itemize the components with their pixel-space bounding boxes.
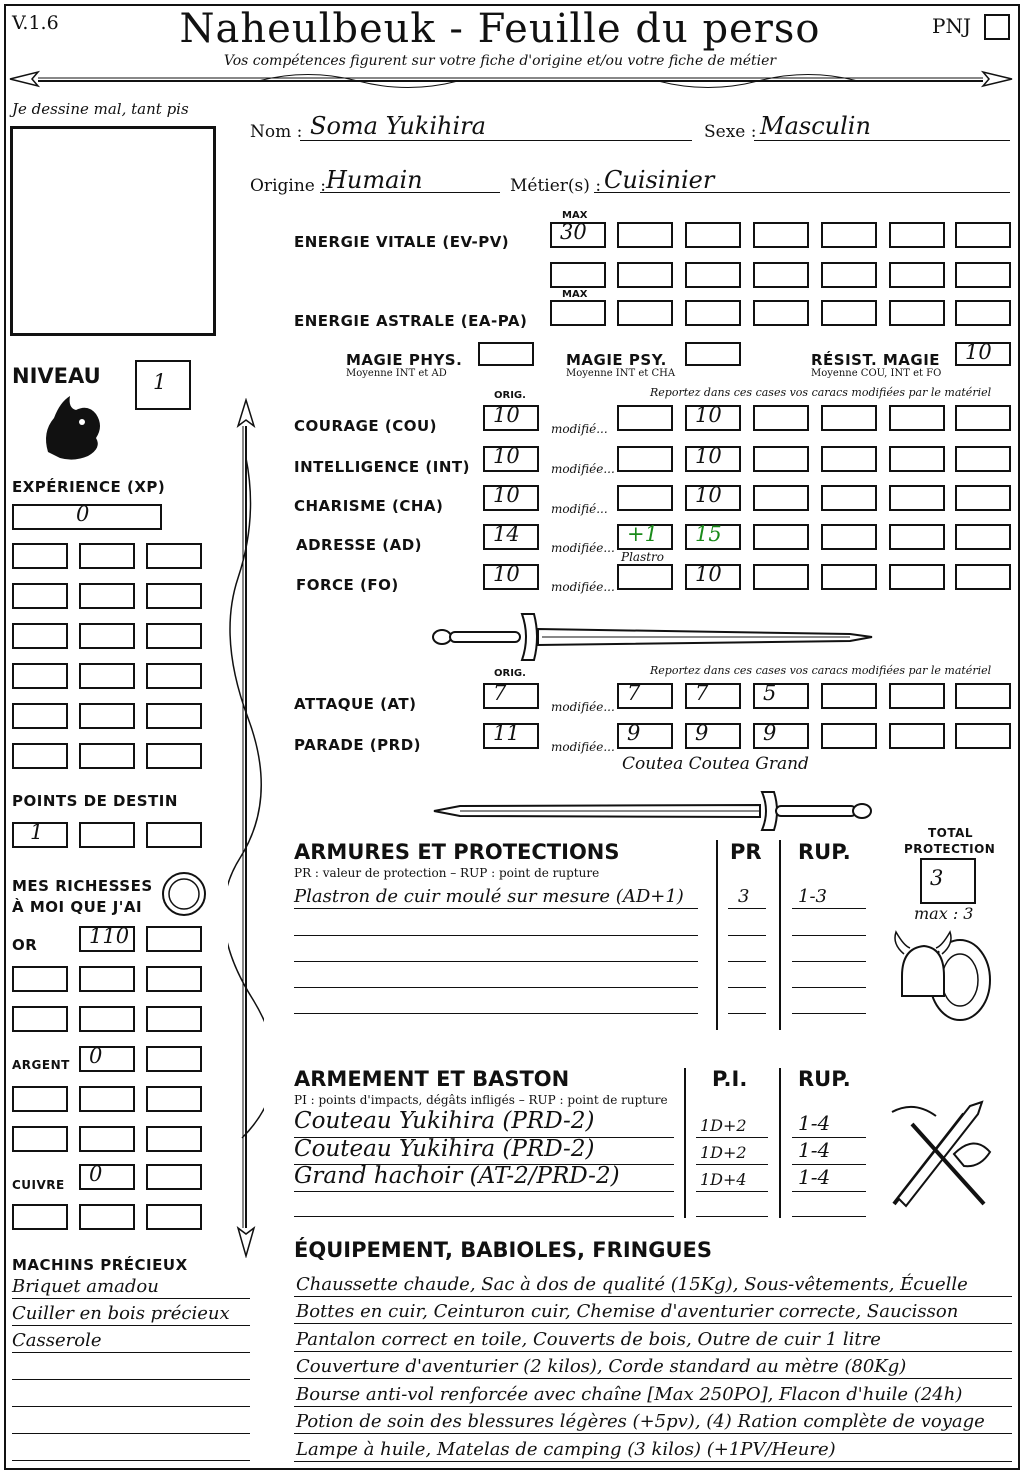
stat-mod-box[interactable] bbox=[617, 446, 673, 472]
cuivre-box[interactable] bbox=[79, 1204, 135, 1230]
or-label: OR bbox=[12, 936, 38, 954]
armor-line bbox=[728, 1013, 766, 1014]
metier-value[interactable]: Cuisinier bbox=[604, 166, 715, 194]
armor-line bbox=[792, 961, 866, 962]
armor-line bbox=[728, 908, 766, 909]
parade-mod-box[interactable] bbox=[685, 723, 741, 749]
destin-box[interactable] bbox=[79, 822, 135, 848]
stat-mod-box[interactable] bbox=[753, 564, 809, 590]
armor-divider bbox=[779, 840, 781, 1030]
stat-label: FORCE (FO) bbox=[296, 576, 399, 594]
ea-box[interactable] bbox=[753, 300, 809, 326]
stat-modif-label: modifiée... bbox=[551, 541, 615, 555]
combat-report-note: Reportez dans ces cases vos caracs modifiées par le matériel bbox=[650, 664, 992, 677]
stat-orig-box[interactable] bbox=[483, 524, 539, 550]
ev-box[interactable] bbox=[753, 222, 809, 248]
stat-mod-box[interactable] bbox=[617, 485, 673, 511]
armor-line bbox=[728, 961, 766, 962]
weapon-item-rup[interactable]: 1-4 bbox=[798, 1165, 831, 1189]
stat-orig-value: 10 bbox=[493, 403, 520, 427]
stat-mod-box[interactable] bbox=[821, 405, 877, 431]
destin-box[interactable] bbox=[12, 822, 68, 848]
equipment-rule bbox=[294, 1461, 1012, 1462]
stat-mod-box[interactable] bbox=[955, 524, 1011, 550]
crossed-weapons-icon bbox=[884, 1094, 1000, 1214]
magie-phys-label: MAGIE PHYS. bbox=[346, 351, 463, 369]
equipment-line[interactable]: Chaussette chaude, Sac à dos de qualité (15Kg), Sous-vêtements, Écuelle bbox=[296, 1274, 968, 1295]
cuivre-box[interactable] bbox=[12, 1204, 68, 1230]
wealth-label-line1: MES RICHESSES bbox=[12, 877, 153, 895]
origine-line bbox=[320, 192, 500, 193]
weapon-item-name[interactable]: Couteau Yukihira (PRD-2) bbox=[294, 1136, 595, 1162]
xp-cell[interactable] bbox=[146, 583, 202, 609]
stat-label: INTELLIGENCE (INT) bbox=[294, 458, 470, 476]
armor-item-name[interactable]: Plastron de cuir moulé sur mesure (AD+1) bbox=[294, 886, 684, 907]
stat-mod-box[interactable] bbox=[889, 485, 945, 511]
attaque-mod-value: 5 bbox=[763, 681, 777, 705]
precious-line bbox=[12, 1379, 250, 1380]
xp-cell[interactable] bbox=[146, 703, 202, 729]
stat-mod1-value: +1 bbox=[627, 522, 658, 546]
armor-line bbox=[294, 987, 698, 988]
destin-box[interactable] bbox=[146, 822, 202, 848]
stat-modif-label: modifié... bbox=[551, 422, 608, 436]
stat-mod2-value: 10 bbox=[695, 562, 722, 586]
armor-line bbox=[792, 1013, 866, 1014]
or-box[interactable] bbox=[79, 926, 135, 952]
ea-max-box[interactable] bbox=[550, 300, 606, 326]
attaque-mod-value: 7 bbox=[695, 681, 709, 705]
weapon-item-pi[interactable]: 1D+4 bbox=[700, 1170, 747, 1189]
ev-box[interactable] bbox=[617, 262, 673, 288]
xp-cell[interactable] bbox=[146, 623, 202, 649]
stat-mod-box[interactable] bbox=[955, 485, 1011, 511]
xp-cell[interactable] bbox=[12, 543, 68, 569]
stat-mod-box[interactable] bbox=[889, 524, 945, 550]
ev-box[interactable] bbox=[955, 222, 1011, 248]
precious-line bbox=[12, 1406, 250, 1407]
weapon-item-rup[interactable]: 1-4 bbox=[798, 1138, 831, 1162]
parade-mod-value: 9 bbox=[763, 721, 777, 745]
parade-mod-value: 9 bbox=[695, 721, 709, 745]
weapons-divider bbox=[779, 1068, 781, 1218]
argent-box[interactable] bbox=[146, 1046, 202, 1072]
weapon-item-name[interactable]: Couteau Yukihira (PRD-2) bbox=[294, 1108, 595, 1134]
ev-box[interactable] bbox=[821, 262, 877, 288]
stat-orig-box[interactable] bbox=[483, 405, 539, 431]
stat-mod-box[interactable] bbox=[889, 564, 945, 590]
weapon-item-pi[interactable]: 1D+2 bbox=[700, 1116, 747, 1135]
or-value: 110 bbox=[89, 924, 130, 948]
stat-mod-box[interactable] bbox=[685, 485, 741, 511]
stat-modif-label: modifiée... bbox=[551, 580, 615, 594]
precious-line bbox=[12, 1352, 250, 1353]
dragon-icon bbox=[38, 392, 108, 464]
xp-cell[interactable] bbox=[79, 743, 135, 769]
parade-mod-box[interactable] bbox=[821, 723, 877, 749]
stat-mod-box[interactable] bbox=[753, 405, 809, 431]
stat-orig-value: 10 bbox=[493, 562, 520, 586]
spear-icon bbox=[228, 398, 264, 1258]
argent-value: 0 bbox=[89, 1044, 103, 1068]
xp-cell[interactable] bbox=[146, 663, 202, 689]
armor-line bbox=[294, 935, 698, 936]
xp-value: 0 bbox=[76, 502, 90, 526]
ev-max-box[interactable] bbox=[550, 222, 606, 248]
magie-psy-label: MAGIE PSY. bbox=[566, 351, 667, 369]
ev-max-value: 30 bbox=[560, 220, 587, 244]
equipment-rule bbox=[294, 1378, 1012, 1379]
parade-modif-label: modifiée... bbox=[551, 740, 615, 754]
cuivre-box[interactable] bbox=[146, 1164, 202, 1190]
stat-mod-box[interactable] bbox=[685, 446, 741, 472]
stat-mod-box[interactable] bbox=[617, 405, 673, 431]
armor-line bbox=[728, 987, 766, 988]
sheet-subtitle: Vos compétences figurent sur votre fiche d'origine et/ou votre fiche de métier bbox=[223, 53, 777, 69]
stat-mod-box[interactable] bbox=[685, 524, 741, 550]
ea-box[interactable] bbox=[685, 300, 741, 326]
ea-box[interactable] bbox=[955, 300, 1011, 326]
precious-item[interactable]: Briquet amadou bbox=[12, 1276, 159, 1297]
equipment-line[interactable]: Couverture d'aventurier (2 kilos), Corde standard au mètre (80Kg) bbox=[296, 1356, 907, 1377]
stat-label: COURAGE (COU) bbox=[294, 417, 438, 435]
precious-line bbox=[12, 1325, 250, 1326]
attaque-mod-value: 7 bbox=[627, 681, 641, 705]
stat-mod-box[interactable] bbox=[617, 524, 673, 550]
equipment-line[interactable]: Pantalon correct en toile, Couverts de bois, Outre de cuir 1 litre bbox=[296, 1329, 881, 1350]
xp-cell[interactable] bbox=[146, 543, 202, 569]
total-protection-value: 3 bbox=[930, 866, 944, 890]
parade-orig-value: 11 bbox=[493, 721, 520, 745]
attaque-mod-box[interactable] bbox=[955, 683, 1011, 709]
stat-mod-box[interactable] bbox=[617, 564, 673, 590]
attaque-modif-label: modifiée... bbox=[551, 700, 615, 714]
weapon-item-rup[interactable]: 1-4 bbox=[798, 1111, 831, 1135]
version-label: V.1.6 bbox=[12, 12, 59, 34]
magie-psy-note: Moyenne INT et CHA bbox=[566, 368, 676, 379]
weapon-item-pi[interactable]: 1D+2 bbox=[700, 1143, 747, 1162]
spear-divider-icon bbox=[8, 66, 1014, 96]
or-box[interactable] bbox=[79, 966, 135, 992]
or-box[interactable] bbox=[146, 966, 202, 992]
stat-mod2-value: 10 bbox=[695, 403, 722, 427]
niveau-box[interactable] bbox=[135, 360, 191, 410]
argent-box[interactable] bbox=[79, 1046, 135, 1072]
parade-mod-box[interactable] bbox=[955, 723, 1011, 749]
ea-box[interactable] bbox=[617, 300, 673, 326]
argent-box[interactable] bbox=[12, 1086, 68, 1112]
sexe-line bbox=[754, 140, 1010, 141]
sexe-value[interactable]: Masculin bbox=[760, 112, 871, 140]
stat-orig-value: 10 bbox=[493, 483, 520, 507]
wealth-label-line2: À MOI QUE J'AI bbox=[12, 898, 143, 916]
ev-box[interactable] bbox=[753, 262, 809, 288]
ev-box[interactable] bbox=[889, 262, 945, 288]
weapon-line bbox=[696, 1137, 768, 1138]
xp-cell[interactable] bbox=[12, 743, 68, 769]
equipment-rule bbox=[294, 1406, 1012, 1407]
stat-orig-value: 10 bbox=[493, 444, 520, 468]
ea-max-label: MAX bbox=[562, 289, 588, 300]
coin-icon bbox=[160, 870, 208, 918]
stat-modif-label: modifié... bbox=[551, 502, 608, 516]
parade-label: PARADE (PRD) bbox=[294, 736, 422, 754]
parade-mod-box[interactable] bbox=[617, 723, 673, 749]
or-box[interactable] bbox=[79, 1006, 135, 1032]
stat-label: ADRESSE (AD) bbox=[296, 536, 423, 554]
xp-cell[interactable] bbox=[12, 623, 68, 649]
nom-line bbox=[300, 140, 692, 141]
sheet-title: Naheulbeuk - Feuille du perso bbox=[179, 6, 821, 52]
stat-modif-label: modifiée... bbox=[551, 462, 615, 476]
weapon-line bbox=[294, 1191, 674, 1192]
stat-mod-box[interactable] bbox=[821, 446, 877, 472]
or-box[interactable] bbox=[146, 926, 202, 952]
weapon-line bbox=[696, 1216, 768, 1217]
ev-box[interactable] bbox=[821, 222, 877, 248]
attaque-mod-box[interactable] bbox=[821, 683, 877, 709]
stat-orig-value: 14 bbox=[493, 522, 520, 546]
weapon-line bbox=[294, 1216, 674, 1217]
armor-divider bbox=[716, 840, 718, 1030]
stat-mod-box[interactable] bbox=[821, 485, 877, 511]
sexe-label: Sexe : bbox=[704, 122, 757, 142]
armor-rup-header: RUP. bbox=[798, 840, 851, 864]
armor-line bbox=[792, 908, 866, 909]
stat-mod-box[interactable] bbox=[889, 405, 945, 431]
weapon-line bbox=[696, 1191, 768, 1192]
weapons-note: PI : points d'impacts, dégâts infligés – RUP : point de rupture bbox=[294, 1093, 668, 1107]
weapons-note: Coutea Coutea Grand bbox=[622, 754, 809, 774]
stat-orig-box[interactable] bbox=[483, 446, 539, 472]
ev-box[interactable] bbox=[550, 262, 606, 288]
stat-orig-box[interactable] bbox=[483, 485, 539, 511]
attaque-mod-box[interactable] bbox=[889, 683, 945, 709]
stat-orig-box[interactable] bbox=[483, 564, 539, 590]
cuivre-box[interactable] bbox=[79, 1164, 135, 1190]
xp-cell[interactable] bbox=[79, 543, 135, 569]
xp-label: EXPÉRIENCE (XP) bbox=[12, 478, 166, 496]
origine-label: Origine : bbox=[250, 176, 326, 196]
cuivre-box[interactable] bbox=[146, 1204, 202, 1230]
xp-cell[interactable] bbox=[12, 663, 68, 689]
stat-mod-box[interactable] bbox=[753, 446, 809, 472]
precious-label: MACHINS PRÉCIEUX bbox=[12, 1256, 188, 1274]
niveau-label: NIVEAU bbox=[12, 364, 101, 388]
weapon-line bbox=[792, 1191, 866, 1192]
armor-line bbox=[294, 1013, 698, 1014]
helmet-shield-icon bbox=[888, 926, 998, 1026]
ea-box[interactable] bbox=[821, 300, 877, 326]
total-protection-box[interactable] bbox=[920, 858, 976, 904]
ev-box[interactable] bbox=[617, 222, 673, 248]
or-box[interactable] bbox=[12, 966, 68, 992]
magie-psy-box[interactable] bbox=[685, 342, 741, 366]
stat-mod-box[interactable] bbox=[753, 485, 809, 511]
weapons-rup-header: RUP. bbox=[798, 1067, 851, 1091]
stat-mod2-value: 10 bbox=[695, 444, 722, 468]
stat-mod-box[interactable] bbox=[685, 405, 741, 431]
stat-mod-box[interactable] bbox=[955, 446, 1011, 472]
magie-phys-note: Moyenne INT et AD bbox=[346, 368, 447, 379]
attaque-mod-box[interactable] bbox=[617, 683, 673, 709]
armor-item-rup[interactable]: 1-3 bbox=[798, 886, 827, 907]
attaque-orig-value: 7 bbox=[493, 681, 507, 705]
total-protection-max: max : 3 bbox=[914, 904, 974, 923]
weapons-title: ARMEMENT ET BASTON bbox=[294, 1067, 570, 1091]
weapon-line bbox=[696, 1164, 768, 1165]
armor-pr-header: PR bbox=[730, 840, 762, 864]
equipment-rule bbox=[294, 1433, 1012, 1434]
xp-cell[interactable] bbox=[12, 583, 68, 609]
attaque-mod-box[interactable] bbox=[685, 683, 741, 709]
pnj-checkbox[interactable] bbox=[984, 14, 1010, 40]
precious-line bbox=[12, 1433, 250, 1434]
weapons-pi-header: P.I. bbox=[712, 1067, 748, 1091]
metier-label: Métier(s) : bbox=[510, 176, 602, 196]
precious-item[interactable]: Casserole bbox=[12, 1330, 102, 1351]
sword-icon bbox=[430, 612, 875, 662]
cuivre-label: CUIVRE bbox=[12, 1178, 65, 1192]
weapon-item-name[interactable]: Grand hachoir (AT-2/PRD-2) bbox=[294, 1163, 620, 1189]
argent-box[interactable] bbox=[146, 1126, 202, 1152]
equipment-line[interactable]: Bourse anti-vol renforcée avec chaîne [Max 250PO], Flacon d'huile (24h) bbox=[296, 1384, 963, 1405]
attaque-label: ATTAQUE (AT) bbox=[294, 695, 417, 713]
armor-line bbox=[728, 935, 766, 936]
equipment-rule bbox=[294, 1351, 1012, 1352]
weapons-divider bbox=[684, 1068, 686, 1218]
armor-item-pr[interactable]: 3 bbox=[738, 886, 750, 907]
cuivre-value: 0 bbox=[89, 1162, 103, 1186]
ea-label: ENERGIE ASTRALE (EA-PA) bbox=[294, 312, 528, 330]
pnj-label: PNJ bbox=[932, 14, 971, 38]
armor-line bbox=[792, 935, 866, 936]
armor-line bbox=[294, 961, 698, 962]
portrait-caption: Je dessine mal, tant pis bbox=[12, 100, 189, 118]
or-box[interactable] bbox=[12, 1006, 68, 1032]
nom-label: Nom : bbox=[250, 122, 303, 142]
stat-mod-box[interactable] bbox=[685, 564, 741, 590]
equipment-line[interactable]: Bottes en cuir, Ceinturon cuir, Chemise d'aventurier correcte, Saucisson bbox=[296, 1301, 959, 1322]
stat-mod-box[interactable] bbox=[889, 446, 945, 472]
ev-box[interactable] bbox=[685, 262, 741, 288]
precious-item[interactable]: Cuiller en bois précieux bbox=[12, 1303, 230, 1324]
stat-mod-box[interactable] bbox=[955, 405, 1011, 431]
weapon-line bbox=[792, 1216, 866, 1217]
or-box[interactable] bbox=[146, 1006, 202, 1032]
portrait-box[interactable] bbox=[10, 126, 216, 336]
equipment-title: ÉQUIPEMENT, BABIOLES, FRINGUES bbox=[294, 1238, 712, 1262]
niveau-value: 1 bbox=[153, 370, 167, 394]
stat-label: CHARISME (CHA) bbox=[294, 497, 444, 515]
destin-value: 1 bbox=[30, 820, 44, 844]
total-protection-label-2: PROTECTION bbox=[904, 842, 996, 856]
ev-max-label: MAX bbox=[562, 210, 588, 221]
parade-mod-value: 9 bbox=[627, 721, 641, 745]
argent-box[interactable] bbox=[79, 1086, 135, 1112]
equipment-rule bbox=[294, 1296, 1012, 1297]
resist-magie-note: Moyenne COU, INT et FO bbox=[811, 368, 942, 379]
sword-icon bbox=[430, 788, 875, 834]
armor-line bbox=[294, 908, 698, 909]
xp-cell[interactable] bbox=[79, 623, 135, 649]
stats-orig-label: ORIG. bbox=[494, 390, 526, 401]
argent-box[interactable] bbox=[79, 1126, 135, 1152]
xp-cell[interactable] bbox=[79, 703, 135, 729]
equipment-line[interactable]: Lampe à huile, Matelas de camping (3 kilos) (+1PV/Heure) bbox=[296, 1439, 836, 1460]
stat-mod-box[interactable] bbox=[753, 524, 809, 550]
attaque-orig-box[interactable] bbox=[483, 683, 539, 709]
metier-line bbox=[594, 192, 1010, 193]
xp-cell[interactable] bbox=[146, 743, 202, 769]
stat-mod-box[interactable] bbox=[821, 564, 877, 590]
stat-mod-box[interactable] bbox=[821, 524, 877, 550]
combat-orig-label: ORIG. bbox=[494, 668, 526, 679]
stats-report-note: Reportez dans ces cases vos caracs modifiées par le matériel bbox=[650, 386, 992, 399]
ev-box[interactable] bbox=[889, 222, 945, 248]
magie-phys-box[interactable] bbox=[478, 342, 534, 366]
armor-line bbox=[792, 987, 866, 988]
precious-line bbox=[12, 1460, 250, 1461]
resist-magie-value: 10 bbox=[965, 340, 992, 364]
xp-cell[interactable] bbox=[79, 583, 135, 609]
attaque-mod-box[interactable] bbox=[753, 683, 809, 709]
destin-label: POINTS DE DESTIN bbox=[12, 792, 178, 810]
ea-box[interactable] bbox=[889, 300, 945, 326]
plastro-note: Plastro bbox=[621, 550, 665, 564]
xp-cell[interactable] bbox=[12, 703, 68, 729]
resist-magie-label: RÉSIST. MAGIE bbox=[811, 351, 941, 369]
nom-value[interactable]: Soma Yukihira bbox=[310, 112, 486, 140]
total-protection-label-1: TOTAL bbox=[928, 826, 974, 840]
argent-box[interactable] bbox=[146, 1086, 202, 1112]
parade-mod-box[interactable] bbox=[753, 723, 809, 749]
equipment-line[interactable]: Potion de soin des blessures légères (+5pv), (4) Ration complète de voyage bbox=[296, 1411, 985, 1432]
ev-label: ENERGIE VITALE (EV-PV) bbox=[294, 233, 510, 251]
origine-value[interactable]: Humain bbox=[326, 166, 423, 194]
parade-mod-box[interactable] bbox=[889, 723, 945, 749]
resist-magie-box[interactable] bbox=[955, 342, 1011, 366]
ev-box[interactable] bbox=[685, 222, 741, 248]
armor-title: ARMURES ET PROTECTIONS bbox=[294, 840, 620, 864]
xp-box[interactable] bbox=[12, 504, 162, 530]
equipment-rule bbox=[294, 1323, 1012, 1324]
ev-box[interactable] bbox=[955, 262, 1011, 288]
stat-mod2-value: 10 bbox=[695, 483, 722, 507]
stat-mod2-value: 15 bbox=[695, 522, 722, 546]
stat-mod-box[interactable] bbox=[955, 564, 1011, 590]
precious-line bbox=[12, 1298, 250, 1299]
parade-orig-box[interactable] bbox=[483, 723, 539, 749]
armor-note: PR : valeur de protection – RUP : point de rupture bbox=[294, 866, 600, 880]
argent-label: ARGENT bbox=[12, 1058, 70, 1072]
argent-box[interactable] bbox=[12, 1126, 68, 1152]
xp-cell[interactable] bbox=[79, 663, 135, 689]
